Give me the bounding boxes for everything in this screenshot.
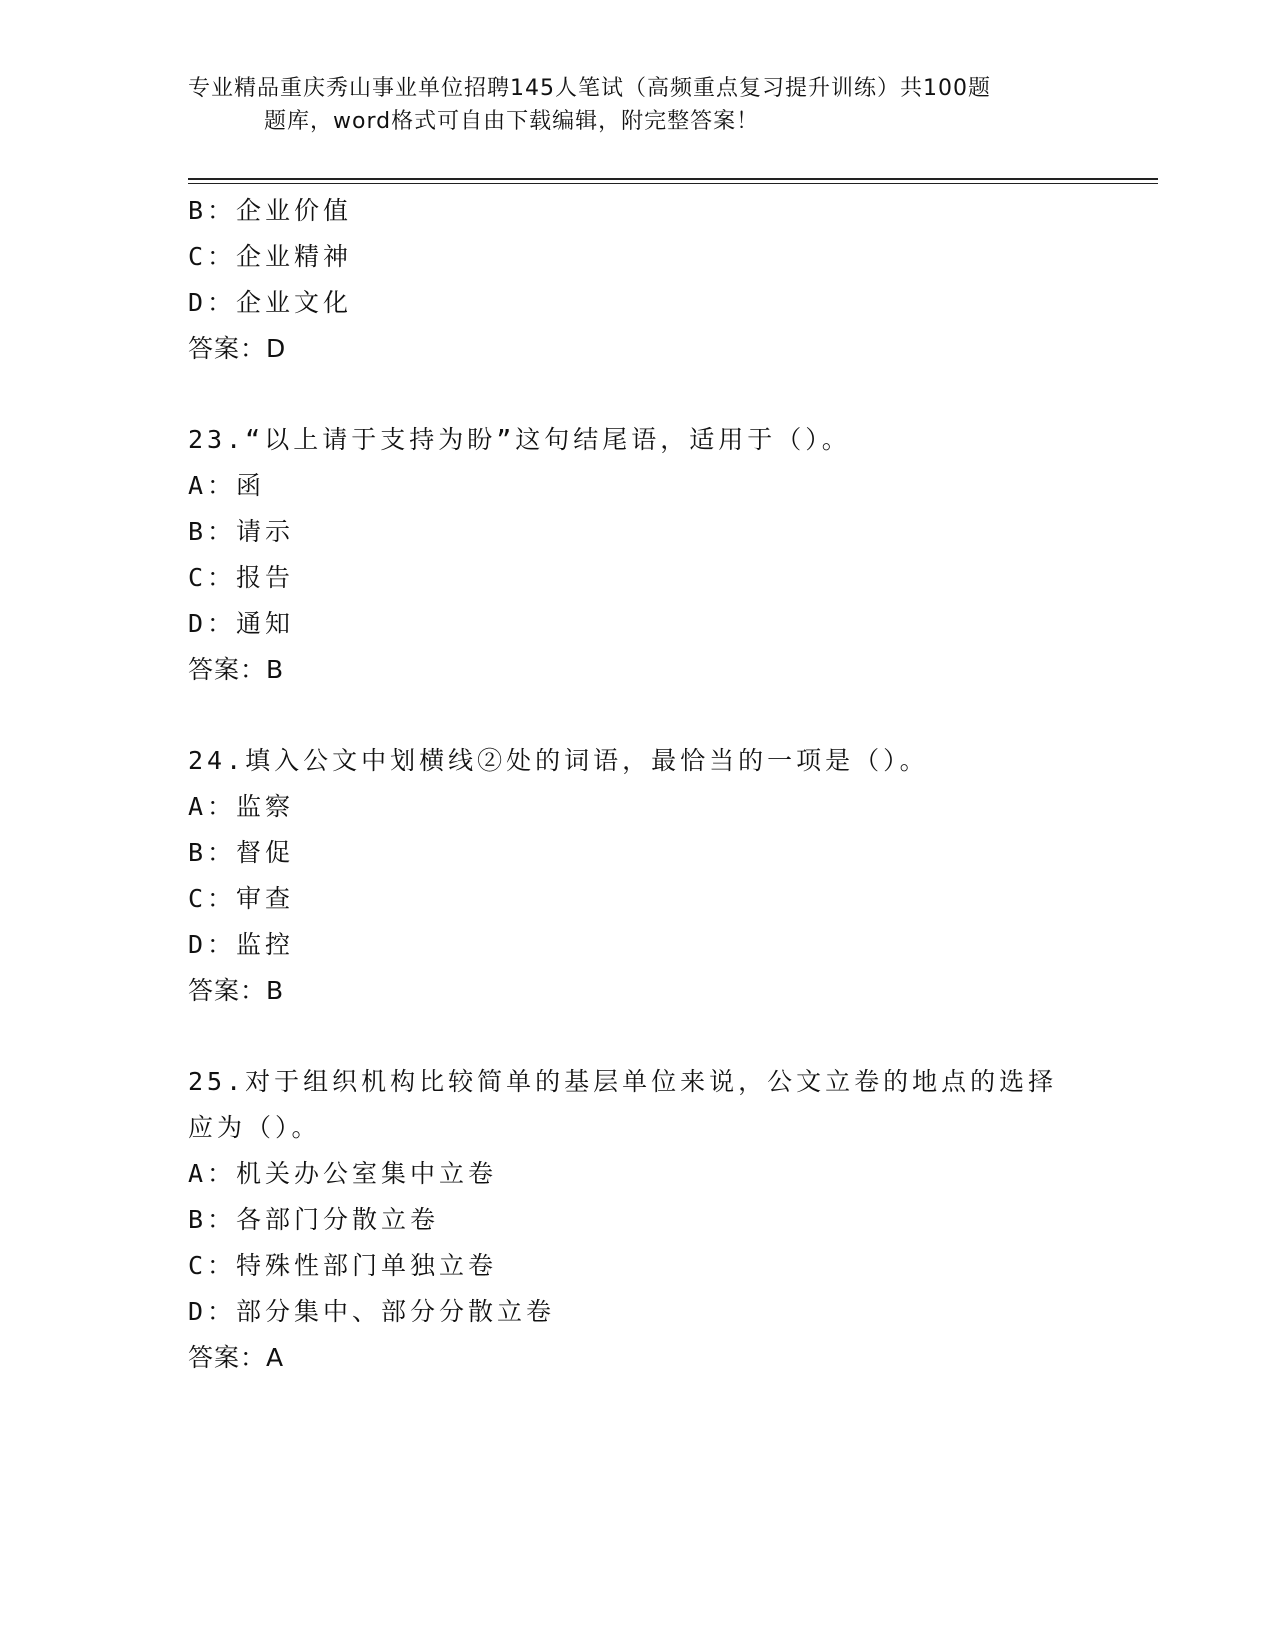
header-divider [188,178,1158,184]
option-a: A：函 [188,471,266,500]
option-d: D：监控 [188,930,295,959]
option-c: C：报告 [188,563,295,592]
option-c: C：企业精神 [188,242,353,271]
question-25 [188,1059,1088,1381]
option-d: D：部分集中、部分分散立卷 [188,1297,556,1326]
answer-line: 答案：B [188,655,285,684]
option-b: B：请示 [188,517,295,546]
option-a: A：监察 [188,792,295,821]
question-24 [188,738,1088,1014]
answer-line: 答案：D [188,334,287,363]
question-list [188,188,1088,1381]
option-b: B：各部门分散立卷 [188,1205,440,1234]
option-b: B：督促 [188,838,295,867]
question-stem: 25.对于组织机构比较简单的基层单位来说，公文立卷的地点的选择应为（）。 [188,1067,1058,1142]
answer-line: 答案：A [188,1343,285,1372]
option-c: C：特殊性部门单独立卷 [188,1251,498,1280]
option-d: D：通知 [188,609,295,638]
answer-line: 答案：B [188,976,285,1005]
option-a: A：机关办公室集中立卷 [188,1159,498,1188]
header-title-line2: 题库，word格式可自由下载编辑，附完整答案！ [264,109,760,134]
question-22 [188,188,1088,372]
option-c: C：审查 [188,884,295,913]
option-b: B：企业价值 [188,196,353,225]
header-title-line1: 专业精品重庆秀山事业单位招聘145人笔试（高频重点复习提升训练）共100题 [188,76,991,101]
question-stem: 24.填入公文中划横线②处的词语，最恰当的一项是（）。 [188,746,929,775]
question-23 [188,417,1088,693]
question-stem: 23.“以上请于支持为盼”这句结尾语，适用于（）。 [188,425,851,454]
page-header [188,72,1068,138]
option-d: D：企业文化 [188,288,353,317]
